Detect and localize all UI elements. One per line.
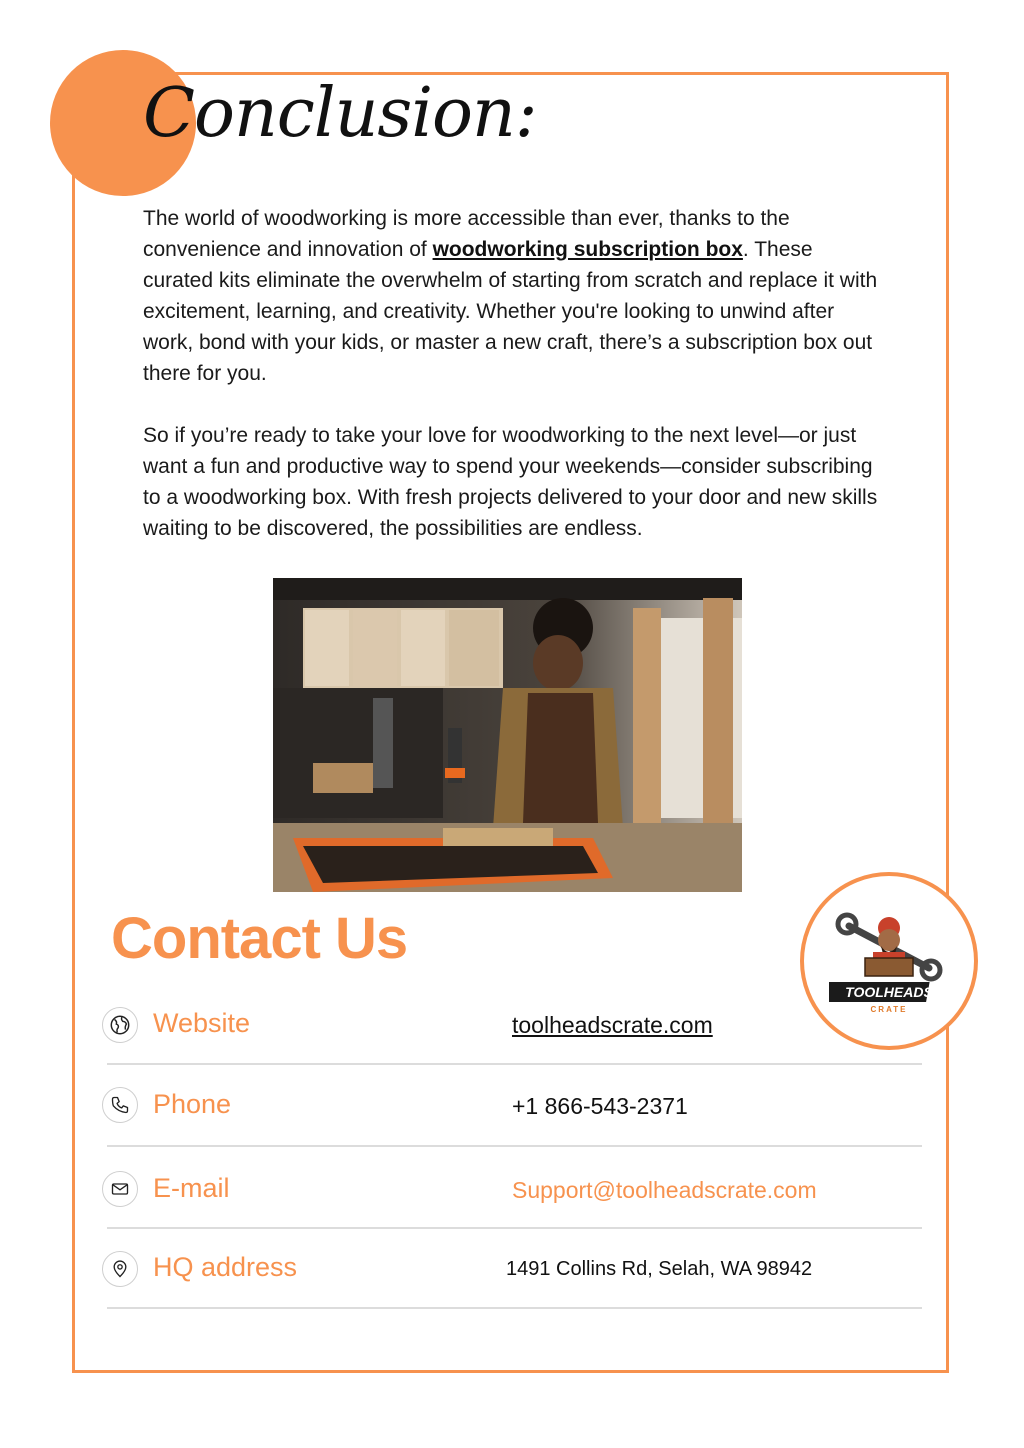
logo-text: TOOLHEADS — [845, 984, 933, 1000]
website-label: Website — [153, 1008, 251, 1038]
contact-row-phone — [100, 1067, 922, 1147]
email-label: E-mail — [153, 1173, 230, 1203]
conclusion-heading: Conclusion: — [143, 74, 537, 153]
email-link[interactable]: Support@toolheadscrate.com — [512, 1177, 817, 1203]
woodworker-photo — [273, 578, 742, 892]
contact-row-email — [100, 1149, 922, 1229]
paragraph-text: The world of woodworking is more accessible than ever, thanks to the convenience and innovation of — [143, 207, 790, 261]
phone-icon — [102, 1087, 138, 1123]
website-link[interactable]: toolheadscrate.com — [512, 1012, 713, 1038]
divider — [107, 1063, 922, 1065]
location-pin-icon — [102, 1251, 138, 1287]
paragraph-text: . These curated kits eliminate the overwhelm of starting from scratch and replace it with excitement, learning, and creativity. Whether you're looking to unwind after work, bond with your kids, or master a new craft, there’s a subscription box out there for you. — [143, 238, 878, 385]
address-value: 1491 Collins Rd, Selah, WA 98942 — [506, 1258, 813, 1280]
globe-icon — [102, 1007, 138, 1043]
contact-row-address — [100, 1229, 922, 1309]
subscription-box-link[interactable]: woodworking subscription box — [432, 238, 743, 261]
mail-icon — [102, 1171, 138, 1207]
logo-subtext: CRATE — [870, 1005, 908, 1014]
divider — [107, 1307, 922, 1309]
contact-title: Contact Us — [111, 906, 408, 971]
phone-number[interactable]: +1 866-543-2371 — [512, 1093, 688, 1119]
phone-label: Phone — [153, 1089, 232, 1119]
divider — [107, 1145, 922, 1147]
conclusion-paragraph-2: So if you’re ready to take your love for woodworking to the next level—or just want a fun and productive way to spend your weekends—consider subscribing to a woodworking box. With fresh projects delivered to your door and new skills waiting to be discovered, the possibilities are endless. — [143, 424, 878, 540]
conclusion-paragraph-1 — [143, 203, 883, 389]
contact-row-website — [100, 985, 922, 1065]
address-label: HQ address — [153, 1252, 298, 1282]
